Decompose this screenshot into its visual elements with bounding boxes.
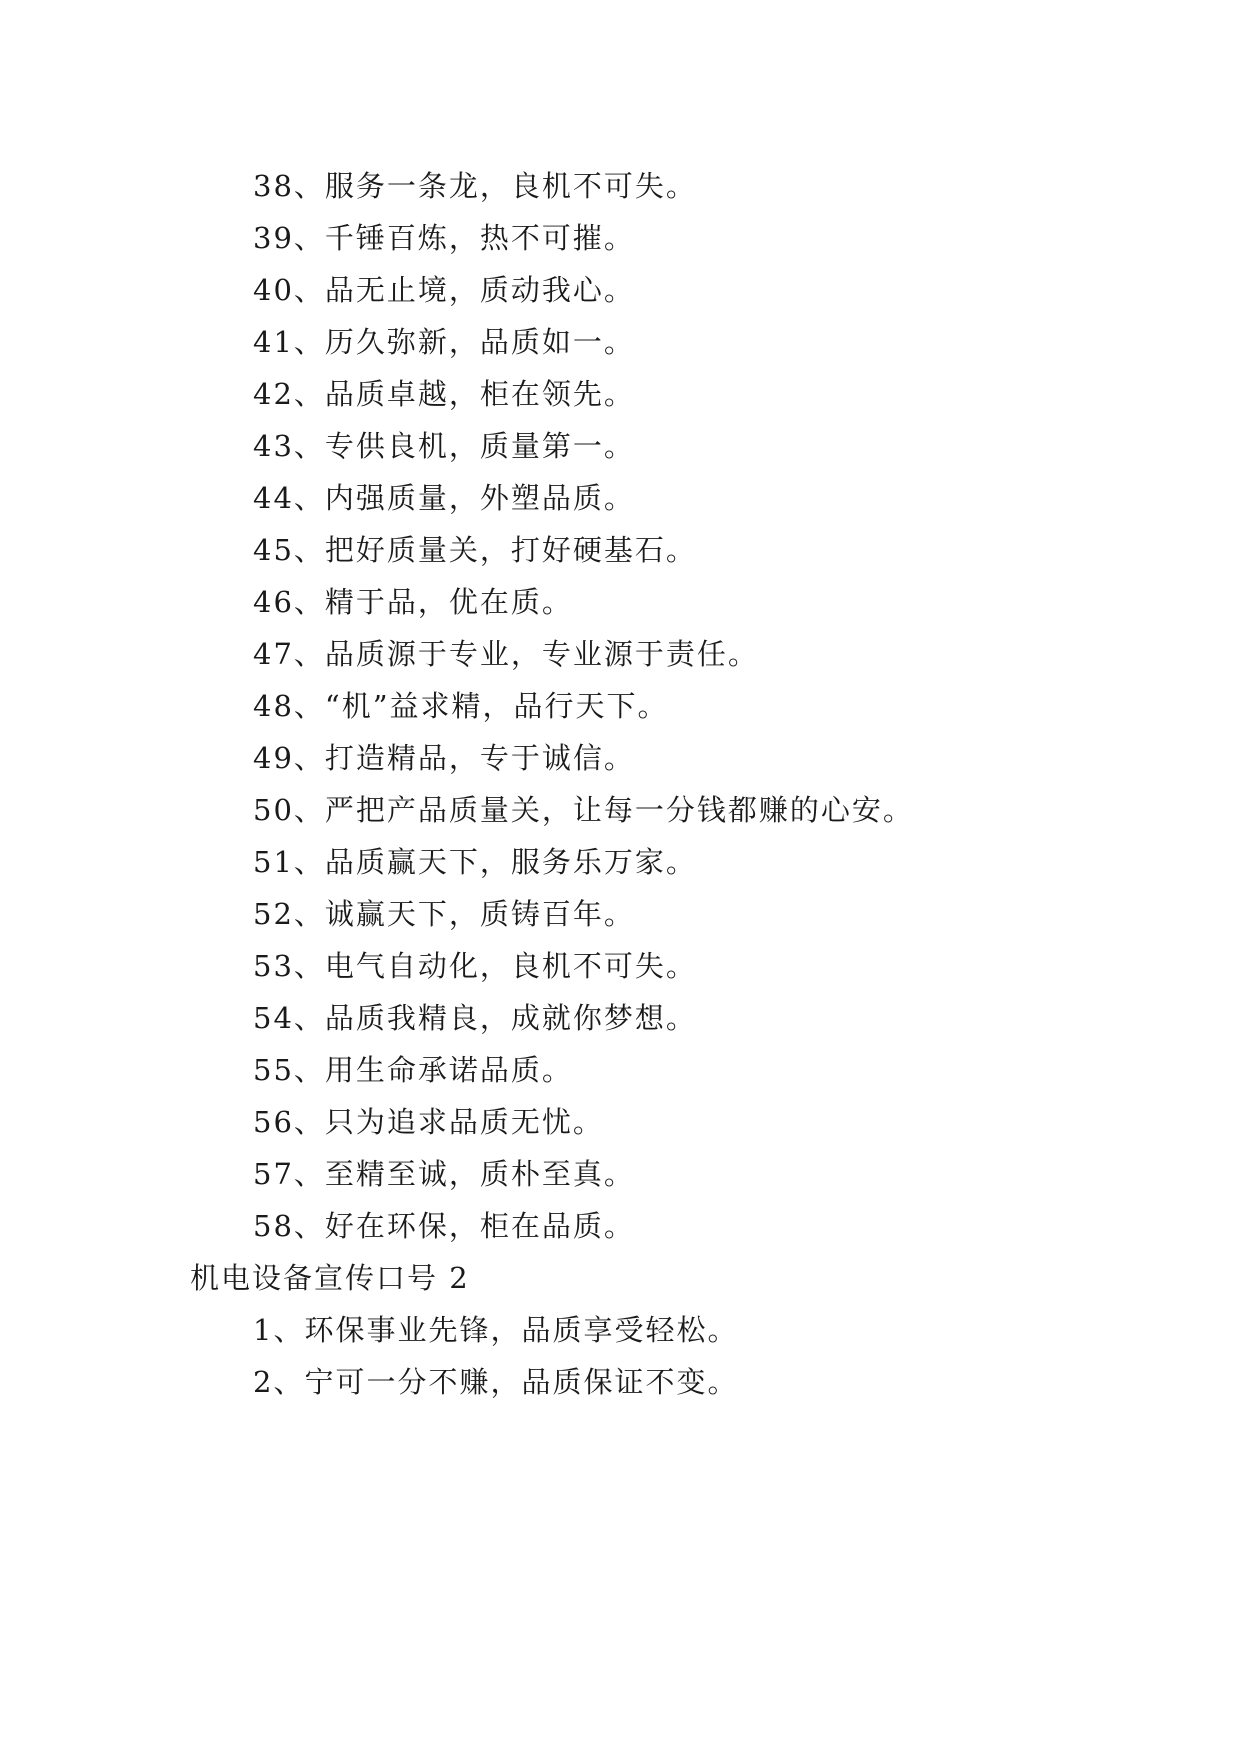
slogan-item-41: 41、历久弥新，品质如一。 (253, 325, 635, 359)
slogan-item-47: 47、品质源于专业，专业源于责任。 (253, 637, 759, 671)
slogan-item-44: 44、内强质量，外塑品质。 (253, 481, 635, 515)
slogan-item-46: 46、精于品，优在质。 (253, 585, 573, 619)
slogan-item-39: 39、千锤百炼，热不可摧。 (253, 221, 635, 255)
slogan-item-55: 55、用生命承诺品质。 (253, 1053, 573, 1087)
slogan-item-54: 54、品质我精良，成就你梦想。 (253, 1001, 697, 1035)
slogan-item-53: 53、电气自动化，良机不可失。 (253, 949, 697, 983)
slogan-item-56: 56、只为追求品质无忧。 (253, 1105, 604, 1139)
slogan-item-1: 1、环保事业先锋，品质享受轻松。 (253, 1313, 739, 1347)
slogan-item-57: 57、至精至诚，质朴至真。 (253, 1157, 635, 1191)
slogan-item-58: 58、好在环保，柜在品质。 (253, 1209, 635, 1243)
slogan-item-42: 42、品质卓越，柜在领先。 (253, 377, 635, 411)
slogan-item-50: 50、严把产品质量关，让每一分钱都赚的心安。 (253, 793, 914, 827)
slogan-item-45: 45、把好质量关，打好硬基石。 (253, 533, 697, 567)
slogan-item-2: 2、宁可一分不赚，品质保证不变。 (253, 1365, 739, 1399)
slogan-item-51: 51、品质赢天下，服务乐万家。 (253, 845, 697, 879)
slogan-item-48: 48、“机”益求精，品行天下。 (253, 689, 669, 723)
slogan-item-52: 52、诚赢天下，质铸百年。 (253, 897, 635, 931)
section-heading: 机电设备宣传口号 2 (190, 1261, 470, 1295)
slogan-item-49: 49、打造精品，专于诚信。 (253, 741, 635, 775)
slogan-item-40: 40、品无止境，质动我心。 (253, 273, 635, 307)
slogan-item-43: 43、专供良机，质量第一。 (253, 429, 635, 463)
slogan-item-38: 38、服务一条龙，良机不可失。 (253, 169, 697, 203)
